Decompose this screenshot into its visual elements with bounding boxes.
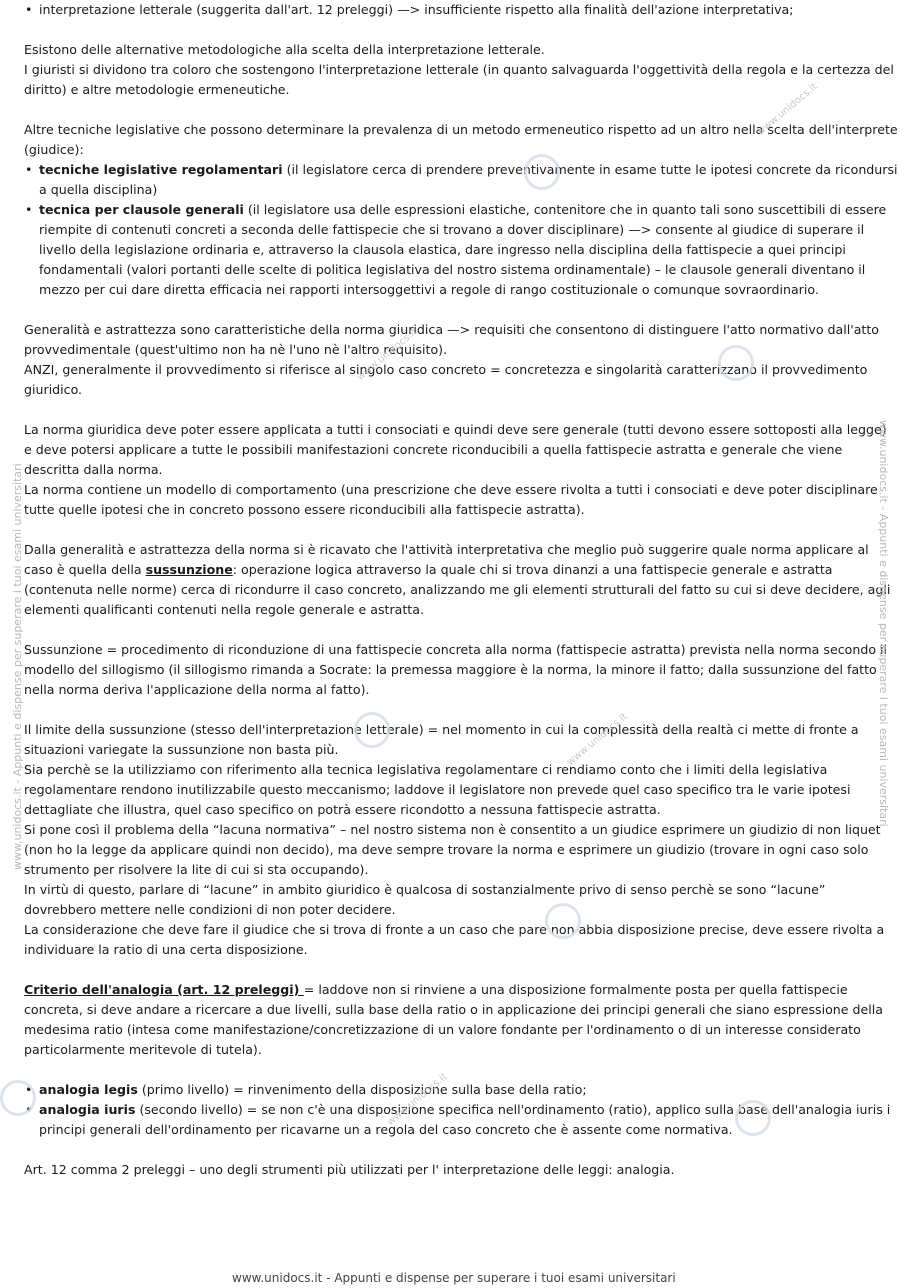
paragraph-sussunzione-intro: Dalla generalità e astrattezza della norma si è ricavato che l'attività interpretativa che meglio può suggerire quale norma applicare al caso è quella della sussunzione: operazione logica attraverso la quale chi si trova dinanzi a una fattispecie generale e astratta (contenuta nelle norme) cerca di ricondurre il caso concreto, analizzando me gli elementi strutturali del fatto su cui si deve decidere, agli elementi qualificanti contenuti nella regole generale e astratta. [24, 542, 891, 617]
watermark-logo-icon [354, 712, 390, 748]
bullet-tecniche-regolamentari: • tecniche legislative regolamentari (il legislatore cerca di prendere preventivamente in esame tutte le ipotesi concrete da ricondursi a quella disciplina) [24, 160, 898, 200]
paragraph-modello-comportamento: La norma contiene un modello di comportamento (una prescrizione che deve essere rivolta a tutti i consociati e deve poter disciplinare tutte quelle ipotesi che in concreto possono essere riconducibili alla fattispecie astratta). [24, 482, 878, 517]
bullet-analogia-legis: • analogia legis (primo livello) = rinvenimento della disposizione sulla base della ratio; [24, 1080, 898, 1100]
paragraph-tecnica-regolamentare: Sia perchè se la utilizziamo con riferimento alla tecnica legislativa regolamentare ci rendiamo conto che i limiti della legislativa regolamentare rendono inutilizzabile questo meccanismo; laddove il legislatore non prevede quel caso specifico tra le varie ipotesi dettagliate che illustra, quel caso specifico on potrà essere ricondotto a nessuna fattispecie astratta. [24, 762, 851, 817]
paragraph-virtu: In virtù di questo, parlare di “lacune” in ambito giuridico è qualcosa di sostanzialmente privo di senso perchè se sono “lacune” dovrebbero mettere nelle condizioni di non poter decidere. [24, 882, 826, 917]
watermark-small: www.unidocs.it [354, 326, 420, 384]
paragraph-art-12: Art. 12 comma 2 preleggi – uno degli strumenti più utilizzati per l' interpretazione delle leggi: analogia. [24, 1162, 675, 1177]
paragraph-considerazione-giudice: La considerazione che deve fare il giudice che si trova di fronte a un caso che pare non abbia disposizione precise, deve essere rivolta a individuare la ratio di una certa disposizione. [24, 922, 885, 957]
watermark-logo-icon [735, 1100, 771, 1136]
paragraph-anzi: ANZI, generalmente il provvedimento si riferisce al singolo caso concreto = concretezza e singolarità caratterizzano il provvedimento giuridico. [24, 362, 868, 397]
footer-watermark: www.unidocs.it - Appunti e dispense per superare i tuoi esami universitari [232, 1271, 676, 1285]
bullet-clausole-generali: • tecnica per clausole generali (il legislatore usa delle espressioni elastiche, contenitore che in quanto tali sono suscettibili di essere riempite di contenuti concreti a seconda delle fattispecie che si trovano a dover disciplinare) —> consente al giudice di superare il livello della legislazione ordinaria e, attraverso la clausola elastica, dare ingresso nella disciplina della fattispecie a quei principi fondamentali (valori portanti delle scelte di politica legislativa del nostro sistema ordinamentale) – le clausole generali diventano il mezzo per cui dare diretta efficacia nei rapporti intersoggettivi a regole di rango costituzionale o comunque sovraordinario. [24, 200, 898, 300]
paragraph-giuristi: I giuristi si dividono tra coloro che sostengono l'interpretazione letterale (in quanto salvaguarda l'oggettività della regola e la certezza del diritto) e altre metodologie ermeneutiche. [24, 62, 894, 97]
bullet-analogia-iuris: • analogia iuris (secondo livello) = se non c'è una disposizione specifica nell'ordinamento (ratio), applico sulla base dell'analogia iuris i principi generali dell'ordinamento per ricavarne un a regola del caso concreto che è assente come normativa. [24, 1100, 898, 1140]
paragraph-norma-generale: La norma giuridica deve poter essere applicata a tutti i consociati e quindi deve sere generale (tutti devono essere sottoposti alla legge) e deve potersi applicare a tutte le possibili manifestazioni concrete riconducibili a quella fattispecie astratta e generale che viene descritta dalla norma. [24, 422, 887, 477]
watermark-small: www.unidocs.it [384, 1071, 450, 1129]
paragraph-sussunzione-definizione: Sussunzione = procedimento di riconduzione di una fattispecie concreta alla norma (fattispecie astratta) prevista nella norma secondo il modello del sillogismo (il sillogismo rimanda a Socrate: la premessa maggiore è la norma, la minore il fatto; dalla sussunzione del fatto nella norma deriva l'applicazione della norma al fatto). [24, 642, 888, 697]
watermark-left: www.unidocs.it - Appunti e dispense per superare i tuoi esami universitari [11, 463, 24, 870]
paragraph-limite-sussunzione: Il limite della sussunzione (stesso dell'interpretazione letterale) = nel momento in cui la complessità della realtà ci mette di fronte a situazioni variegate la sussunzione non basta più. [24, 722, 859, 757]
paragraph-lacuna-normativa: Si pone così il problema della “lacuna normativa” – nel nostro sistema non è consentito a un giudice esprimere un giudizio di non liquet (non ho la legge da applicare quindi non decido), ma deve sempre trovare la norma e esprimere un giudizio (trovare in ogni caso solo strumento per risolvere la lite di cui si sta occupando). [24, 822, 881, 877]
term-sussunzione: sussunzione [145, 562, 233, 577]
paragraph-alternative: Esistono delle alternative metodologiche alla scelta della interpretazione letterale. [24, 42, 545, 57]
document-body [24, 0, 898, 1180]
watermark-small: www.unidocs.it [564, 711, 630, 769]
paragraph-generalita: Generalità e astrattezza sono caratteristiche della norma giuridica —> requisiti che consentono di distinguere l'atto normativo dall'atto provvedimentale (quest'ultimo non ha nè l'uno nè l'altro requisito). [24, 322, 880, 357]
watermark-logo-icon [524, 154, 560, 190]
watermark-right: www.unidocs.it - Appunti e dispense per superare i tuoi esami universitari [877, 420, 890, 827]
watermark-logo-icon [0, 1080, 36, 1116]
watermark-logo-icon [545, 903, 581, 939]
watermark-small: www.unidocs.it [754, 81, 820, 139]
paragraph-tecniche-legislative: Altre tecniche legislative che possono determinare la prevalenza di un metodo ermeneutico rispetto ad un altro nella scelta dell'interprete (giudice): [24, 122, 898, 157]
term-criterio-analogia: Criterio dell'analogia (art. 12 preleggi) [24, 982, 304, 997]
bullet-interpretazione-letterale: • interpretazione letterale (suggerita dall'art. 12 preleggi) —> insufficiente rispetto alla finalità dell'azione interpretativa; [24, 0, 898, 20]
paragraph-criterio-analogia: Criterio dell'analogia (art. 12 preleggi) = laddove non si rinviene a una disposizione formalmente posta per quella fattispecie concreta, si deve andare a ricercare a due livelli, sulla base della ratio o in applicazione dei principi generali che siano espressione della medesima ratio (intesa come manifestazione/concretizzazione di un valore fondante per l'ordinamento o di un interesse considerato particolarmente meritevole di tutela). [24, 982, 883, 1057]
watermark-logo-icon [718, 345, 754, 381]
